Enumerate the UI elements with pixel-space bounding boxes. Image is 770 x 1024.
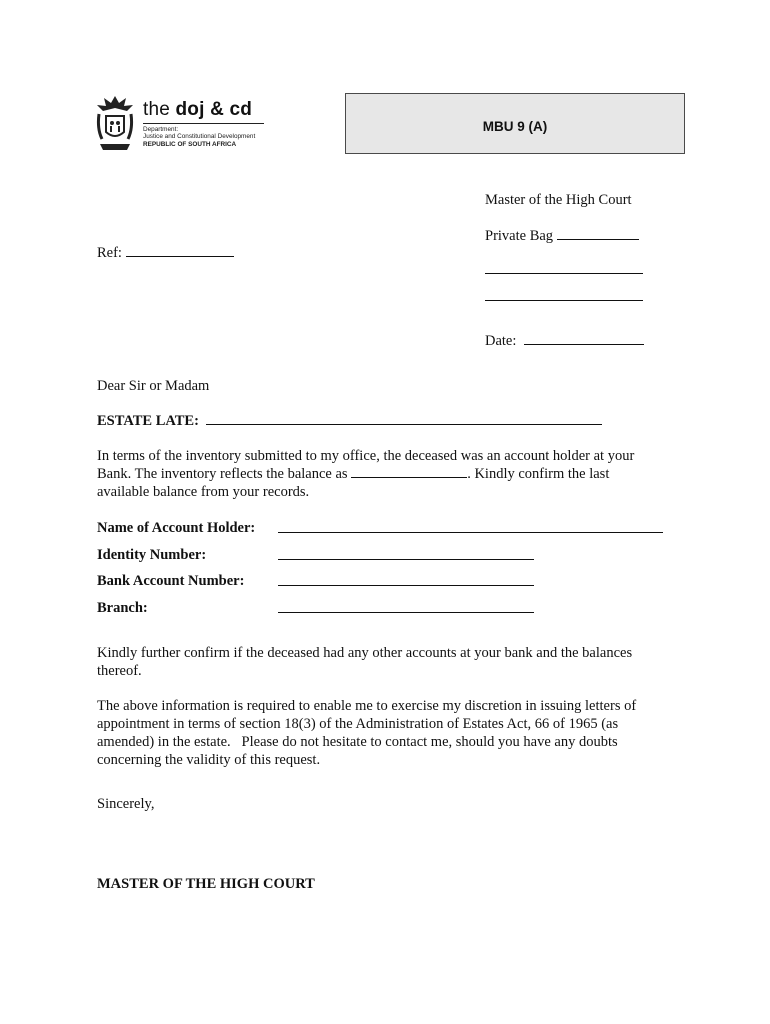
para2-line2: thereof. bbox=[97, 663, 142, 679]
form-code-box bbox=[345, 93, 685, 154]
identity-number-field[interactable] bbox=[278, 559, 534, 560]
account-holder-label: Name of Account Holder: bbox=[97, 520, 256, 536]
form-code: MBU 9 (A) bbox=[482, 119, 548, 134]
private-bag-field[interactable] bbox=[557, 227, 639, 240]
logo-department bbox=[143, 126, 255, 148]
branch-label: Branch: bbox=[97, 600, 148, 616]
para3-line1: The above information is required to enable me to exercise my discretion in issuing letters of bbox=[97, 698, 637, 714]
logo-wordmark: the doj & cd bbox=[143, 99, 253, 120]
para1-line2: Bank. The inventory reflects the balance as . Kindly confirm the last bbox=[97, 466, 610, 482]
ref-label: Ref: bbox=[97, 245, 122, 261]
ref-row bbox=[97, 244, 234, 262]
salutation: Dear Sir or Madam bbox=[97, 378, 210, 394]
para2-line1: Kindly further confirm if the deceased had any other accounts at your bank and the balances bbox=[97, 645, 633, 661]
account-holder-field[interactable] bbox=[278, 532, 663, 533]
private-bag-label: Private Bag bbox=[485, 228, 554, 244]
bank-account-number-field[interactable] bbox=[278, 585, 534, 586]
bank-account-number-label: Bank Account Number: bbox=[97, 573, 245, 589]
paragraph-discretion bbox=[97, 697, 677, 769]
date-field[interactable] bbox=[524, 332, 644, 345]
estate-field[interactable] bbox=[206, 412, 602, 425]
date-label: Date: bbox=[485, 333, 517, 349]
logo-dept-line2: Justice and Constitutional Development bbox=[143, 133, 256, 141]
para1-line3: available balance from your records. bbox=[97, 484, 310, 500]
estate-label: ESTATE LATE: bbox=[97, 413, 199, 429]
address-line3-field[interactable] bbox=[485, 273, 643, 274]
date-row bbox=[485, 332, 644, 350]
logo-divider bbox=[143, 123, 264, 124]
estate-row bbox=[97, 412, 602, 430]
address-line4-field[interactable] bbox=[485, 300, 643, 301]
paragraph-inventory bbox=[97, 447, 677, 501]
identity-number-label: Identity Number: bbox=[97, 547, 207, 563]
signature-title: MASTER OF THE HIGH COURT bbox=[97, 876, 315, 892]
branch-field[interactable] bbox=[278, 612, 534, 613]
coat-of-arms-icon bbox=[94, 94, 136, 156]
balance-field[interactable] bbox=[351, 465, 467, 478]
paragraph-other-accounts bbox=[97, 644, 677, 680]
para3-line2: appointment in terms of section 18(3) of the Administration of Estates Act, 66 of 1965 (as bbox=[97, 716, 619, 732]
para3-line4: concerning the validity of this request. bbox=[97, 752, 321, 768]
ref-field[interactable] bbox=[126, 244, 234, 257]
para1-line1: In terms of the inventory submitted to my office, the deceased was an account holder at your bbox=[97, 448, 635, 464]
closing: Sincerely, bbox=[97, 796, 155, 812]
logo-dept-line1: Department: bbox=[143, 126, 179, 133]
logo-dept-line3: REPUBLIC OF SOUTH AFRICA bbox=[143, 140, 237, 148]
para3-line3: amended) in the estate. Please do not hesitate to contact me, should you have any doubts bbox=[97, 734, 618, 750]
address-line1: Master of the High Court bbox=[485, 192, 632, 208]
address-private-bag bbox=[485, 227, 639, 245]
